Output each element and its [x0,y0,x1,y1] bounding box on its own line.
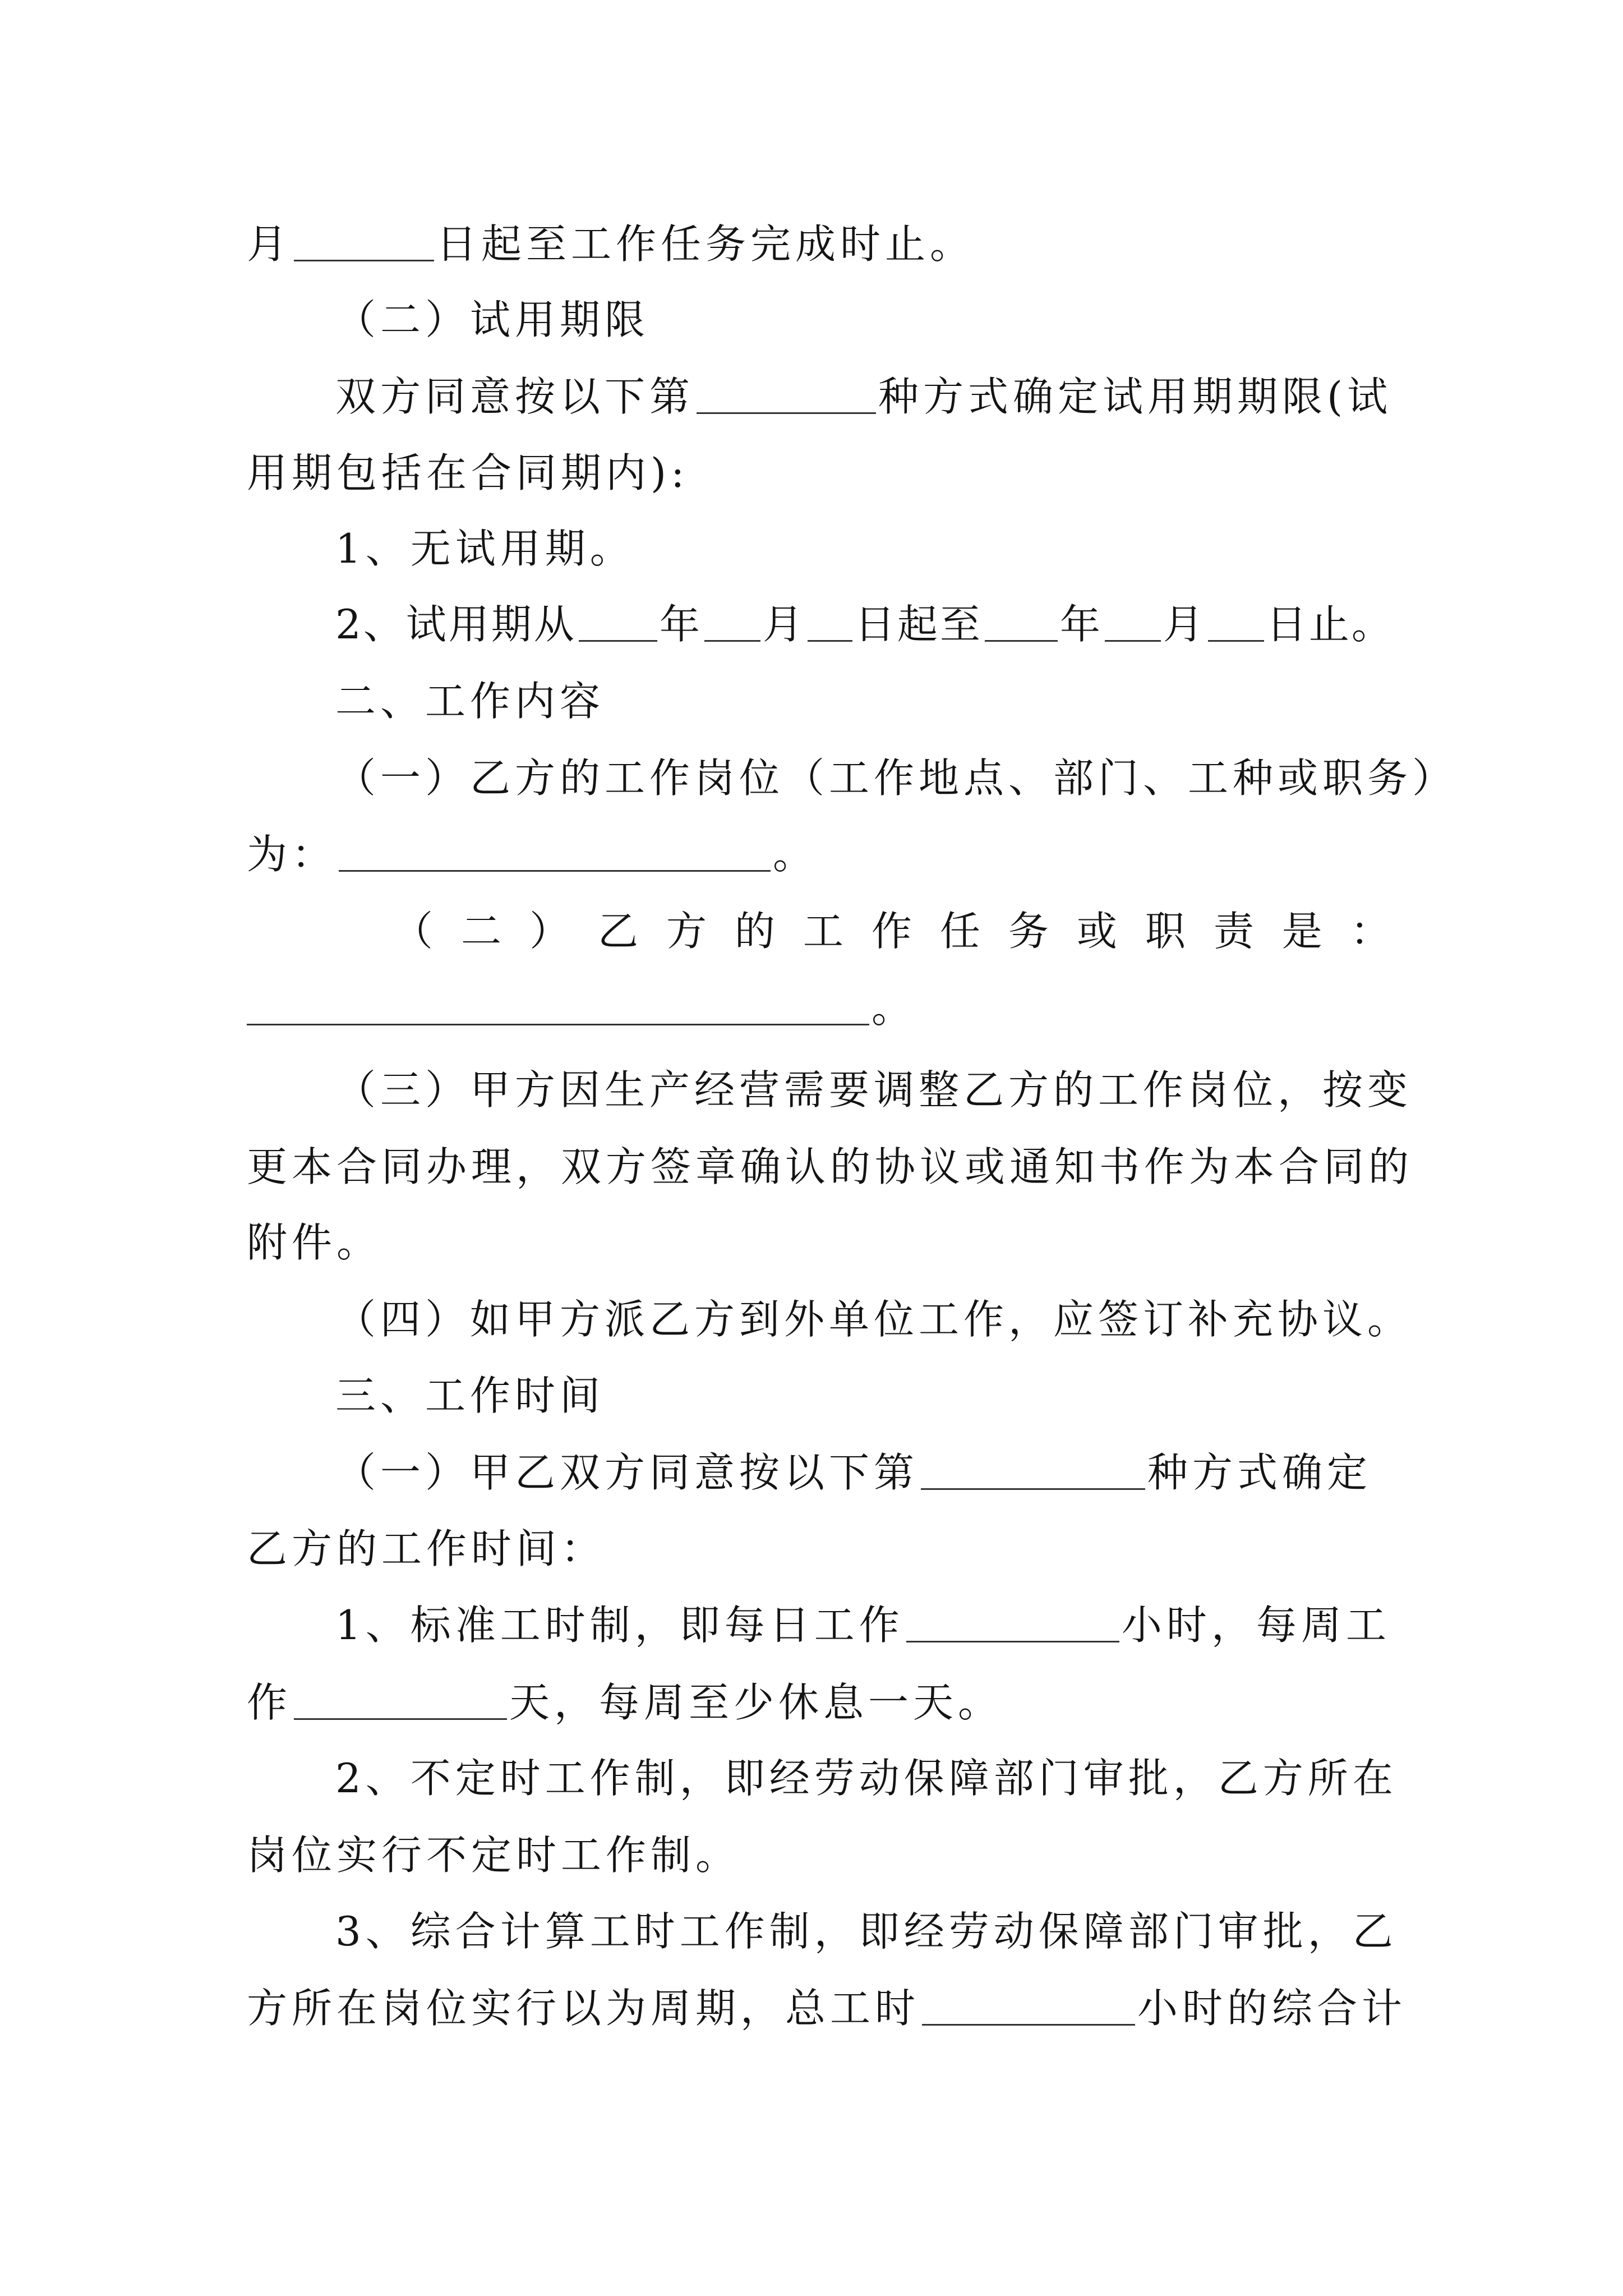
text-line-10 [393,906,1391,956]
text-line-19 [335,1600,1391,1650]
blank-line [294,1685,507,1720]
text-line-15: （四）如甲方派乙方到外单位工作，应签订补充协议。 [335,1296,1413,1343]
spaced-char: ） [529,908,570,955]
text-segment: 种方式确定试用期期限(试 [878,373,1393,420]
text-line-24 [247,1983,1407,2033]
text-line-5: 1、无试用期。 [335,525,635,572]
blank-line [808,606,852,642]
text-line-12: （三）甲方因生产经营需要调整乙方的工作岗位，按变 [335,1066,1413,1114]
text-segment: 1、标准工时制，即每日工作 [335,1602,904,1649]
blank-line [922,1990,1135,2026]
spaced-char: 乙 [597,908,638,955]
blank-line [906,1607,1119,1642]
text-line-8: （一）乙方的工作岗位（工作地点、部门、工种或职务） [335,754,1458,802]
text-line-6 [335,599,1394,650]
section-heading-work-content: 二、工作内容 [335,678,605,725]
blank-line [339,836,771,872]
blank-line [921,1455,1145,1490]
text-line-4: 用期包括在合同期内): [247,449,689,496]
text-line-13: 更本合同办理，双方签章确认的协议或通知书作为本合同的 [247,1143,1414,1190]
spaced-char: （ [393,908,434,955]
text-segment: 双方同意按以下第 [335,373,695,420]
text-segment: 月 [247,220,292,268]
text-segment: 小时，每周工 [1121,1602,1391,1649]
text-line-23: 3、综合计算工时工作制，即经劳动保障部门审批，乙 [335,1908,1398,1955]
text-segment: 。 [773,831,818,878]
text-line-14: 附件。 [247,1219,382,1266]
blank-line [697,379,876,414]
section-heading-work-time: 三、工作时间 [335,1372,605,1419]
text-line-17 [335,1447,1391,1498]
spaced-char: 方 [666,908,707,955]
spaced-char: 责 [1213,908,1254,955]
text-segment: 月 [1163,601,1206,648]
spaced-char: 职 [1145,908,1186,955]
blank-line [985,606,1058,642]
text-line-18: 乙方的工作时间： [247,1525,606,1572]
text-segment: 。 [872,984,917,1032]
spaced-char: 任 [939,908,980,955]
text-line-11 [247,983,1391,1033]
text-line-21: 2、不定时工作制，即经劳动保障部门审批，乙方所在 [335,1755,1398,1802]
text-segment: 作 [247,1679,292,1726]
text-segment: 为： [247,831,337,878]
text-line-9 [247,829,1391,880]
blank-line [1105,606,1161,642]
text-line-1 [247,219,1391,269]
text-line-20 [247,1677,1391,1728]
text-line-3 [335,371,1391,422]
blank-line [1208,606,1264,642]
text-segment: 年 [1059,601,1103,648]
text-segment: （一）甲乙双方同意按以下第 [335,1449,919,1496]
text-line-22: 岗位实行不定时工作制。 [247,1832,741,1879]
text-segment: 月 [762,601,805,648]
blank-line [294,226,434,261]
blank-line [247,990,869,1025]
blank-line [704,606,760,642]
section-heading-probation: （二）试用期限 [335,296,650,343]
text-segment: 天，每周至少休息一天。 [509,1679,1003,1726]
text-segment: 年 [659,601,702,648]
spaced-char: 二 [460,908,501,955]
text-segment: 日起至工作任务完成时止。 [436,220,975,268]
text-segment: 日止。 [1266,601,1394,648]
spaced-char: 是 [1281,908,1322,955]
blank-line [579,606,657,642]
text-segment: 2、试用期从 [335,601,577,648]
text-segment: 日起至 [854,601,983,648]
spaced-char: 务 [1008,908,1049,955]
text-segment: 种方式确定 [1147,1449,1372,1496]
spaced-char: 或 [1076,908,1117,955]
spaced-char: 工 [803,908,843,955]
spaced-char: 的 [734,908,775,955]
text-segment: 方所在岗位实行以为周期，总工时 [247,1985,920,2032]
spaced-char: 作 [871,908,912,955]
spaced-char: ： [1350,908,1391,955]
text-segment: 小时的综合计 [1137,1985,1407,2032]
